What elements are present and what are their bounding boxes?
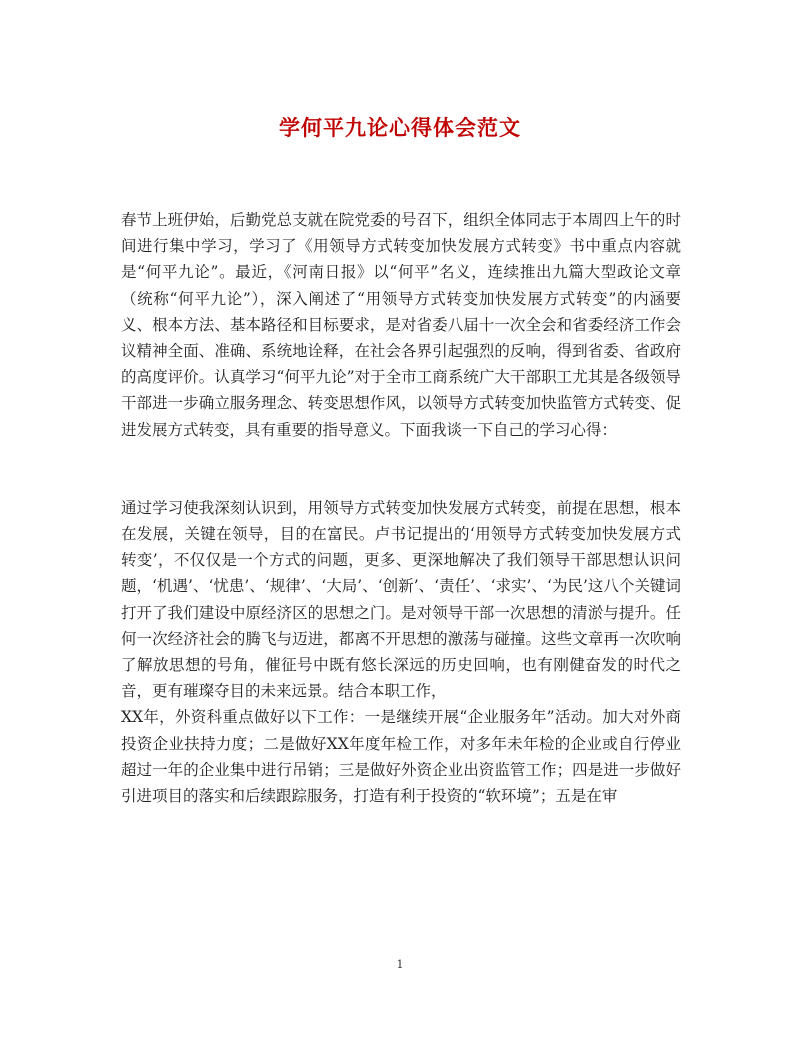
paragraph-gap: [121, 443, 681, 495]
document-title: 学何平九论心得体会范文: [279, 115, 521, 140]
document-body: [121, 207, 681, 809]
page-number: 1: [396, 958, 404, 971]
paragraph-3: XX年，外资科重点做好以下工作：一是继续开展“企业服务年”活动。加大对外商投资企业扶持力度；二是做好XX年度年检工作，对多年未年检的企业或自行停业超过一年的企业集中进行吊销；三是做好外资企业出资监管工作；四是进一步做好引进项目的落实和后续跟踪服务，打造有利于投资的“软环境”；五是在审: [121, 708, 681, 806]
paragraph-1: 春节上班伊始，后勤党总支就在院党委的号召下，组织全体同志于本周四上午的时间进行集中学习，学习了《用领导方式转变加快发展方式转变》书中重点内容就是“何平九论”。最近，《河南日报》以“何平”名义，连续推出九篇大型政论文章（统称“何平九论”），深入阐述了“用领导方式转变加快发展方式转变”的内涵要义、根本方法、基本路径和目标要求，是对省委八届十一次全会和省委经济工作会议精神全面、准确、系统地诠释，在社会各界引起强烈的反响，得到省委、省政府的高度评价。认真学习“何平九论”对于全市工商系统广大干部职工尤其是各级领导干部进一步确立服务理念、转变思想作风，以领导方式转变加快监管方式转变、促进发展方式转变，具有重要的指导意义。下面我谈一下自己的学习心得：: [121, 211, 681, 439]
paragraph-2: 通过学习使我深刻认识到，用领导方式转变加快发展方式转变，前提在思想，根本在发展，关键在领导，目的在富民。卢书记提出的‘用领导方式转变加快发展方式转变’，不仅仅是一个方式的问题，更多、更深地解决了我们领导干部思想认识问题，‘机遇’、‘忧患’、‘规律’、‘大局’、‘创新’、‘责任’、‘求实’、‘为民’这八个关键词打开了我们建设中原经济区的思想之门。是对领导干部一次思想的清淤与提升。任何一次经济社会的腾飞与迈进，都离不开思想的激荡与碰撞。这些文章再一次吹响了解放思想的号角，催征号中既有悠长深远的历史回响，也有刚健奋发的时代之音，更有璀璨夺目的未来远景。结合本职工作，: [121, 498, 681, 701]
